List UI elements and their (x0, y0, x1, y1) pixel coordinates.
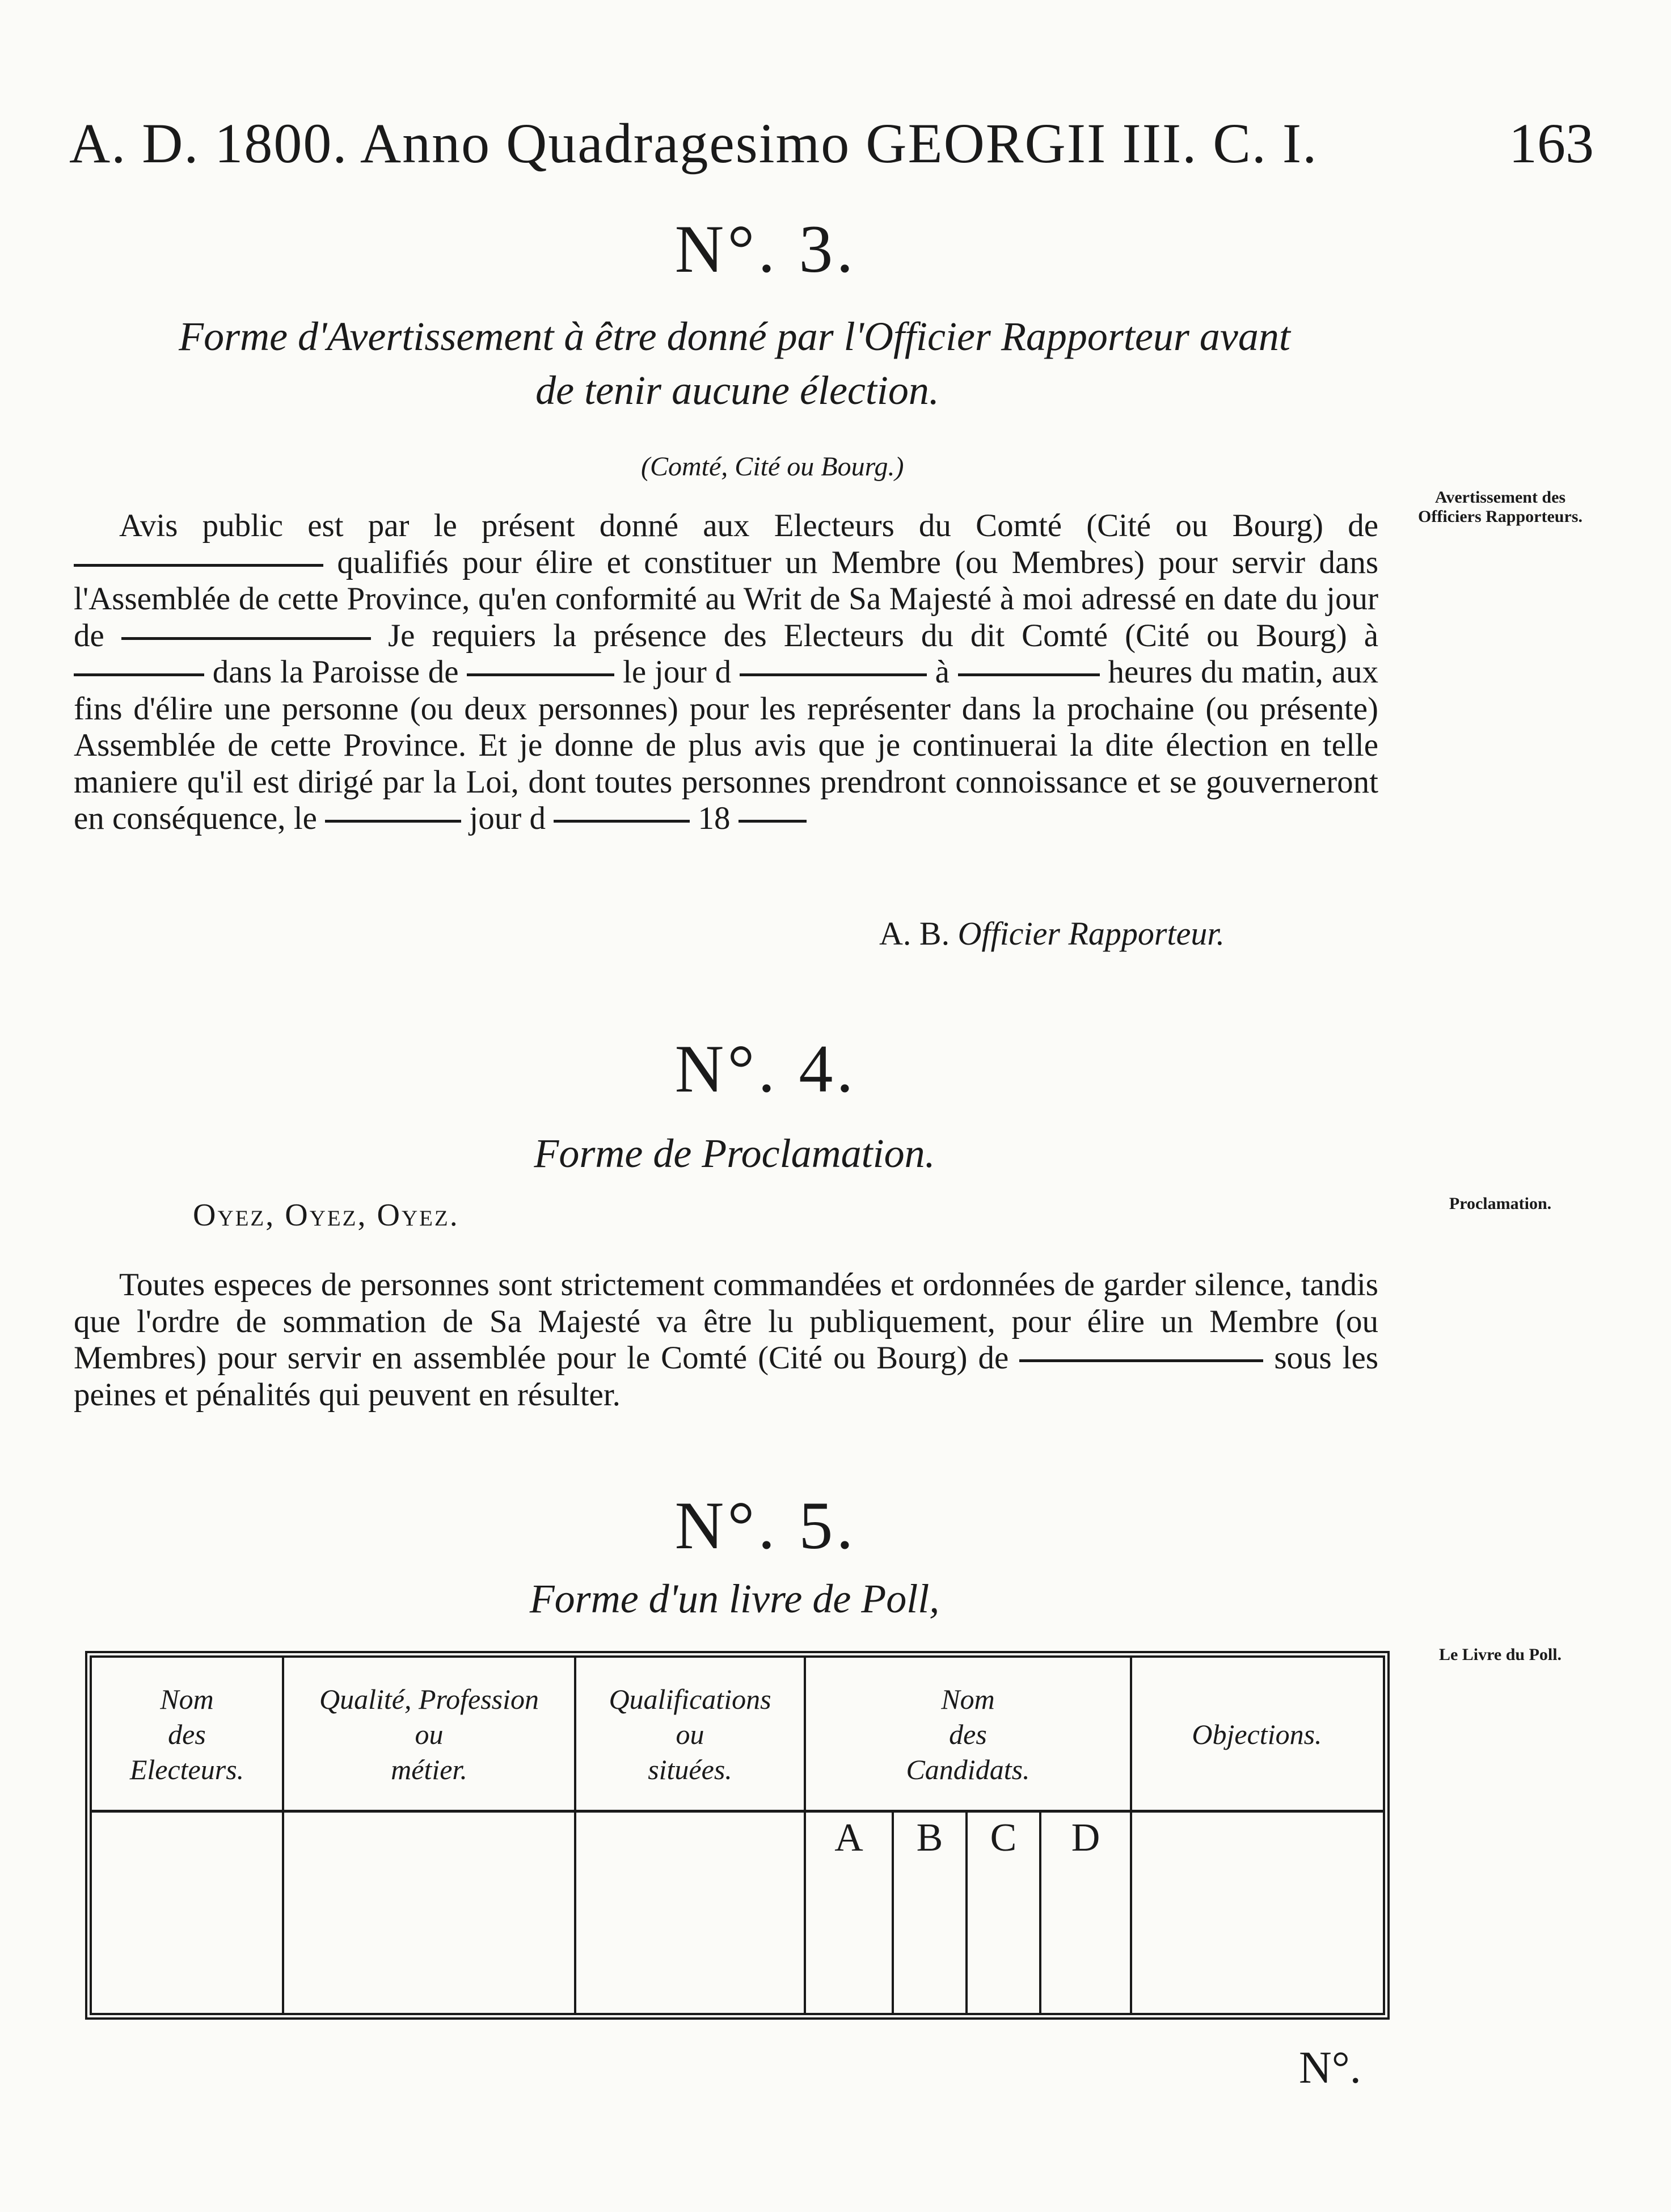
page-number: 163 (1509, 112, 1594, 175)
blank-line (74, 673, 204, 676)
para3-text-2: qualifiés pour élire et constituer un Membre (ou Membres) pour servir dans l'Assemblée de cette Province, qu'en conformité au Writ de Sa Majesté à moi adressé en date du jour de (74, 544, 1379, 654)
para4-text-2: sous les peines et pénalités qui peuvent en résulter. (74, 1340, 1379, 1413)
section-4-paragraph (74, 1267, 1378, 1413)
section-3-title-line2: de tenir aucune élection. (535, 368, 939, 413)
signature-title: Officier Rapporteur. (957, 915, 1225, 952)
catchword: N°. (1299, 2043, 1361, 2093)
para3-text-6: à (935, 654, 950, 690)
section-3-paragraph (74, 508, 1378, 837)
blank-line (740, 673, 927, 676)
para3-text-9: 18 (698, 800, 731, 836)
blank-line (121, 637, 371, 640)
para3-text-4: dans la Paroisse de (212, 654, 459, 690)
signature-name: A. B. (879, 915, 950, 952)
para3-text-3: Je requiers la présence des Electeurs du dit Comté (Cité ou Bourg) à (387, 617, 1379, 654)
para3-text-8: jour d (469, 800, 546, 836)
margin-note-livre-poll: Le Livre du Poll. (1438, 1645, 1562, 1664)
header-qualifications: Qualifications ou situées. (609, 1683, 771, 1785)
header-objections: Objections. (1192, 1718, 1322, 1750)
running-header: A. D. 1800. Anno Quadragesimo GEORGII III. C. I. (69, 112, 1318, 175)
section-3-subtitle: (Comté, Cité ou Bourg.) (641, 452, 904, 482)
header-nom-electeurs: Nom des Electeurs. (129, 1683, 244, 1785)
candidate-b: B (916, 1816, 943, 1860)
margin-note-proclamation: Proclamation. (1449, 1194, 1552, 1213)
section-5-number: N°. 5. (674, 1488, 857, 1563)
margin-note-avertissement: Avertissement des Officiers Rapporteurs. (1418, 488, 1583, 526)
blank-line (325, 820, 461, 823)
poll-book-table (85, 1651, 1390, 2020)
blank-line (74, 564, 323, 567)
header-nom-candidats: Nom des Candidats. (906, 1683, 1030, 1785)
candidate-a: A (834, 1816, 863, 1860)
section-5-title: Forme d'un livre de Poll, (529, 1576, 940, 1621)
para3-text-1: Avis public est par le présent donné aux Electeurs du Comté (Cité ou Bourg) de (119, 508, 1378, 543)
section-4-number: N°. 4. (674, 1031, 857, 1106)
blank-line (554, 820, 690, 823)
para3-text-7: heures du matin, aux fins d'élire une personne (ou deux personnes) pour les représenter dans la prochaine (ou présente) Assemblée de cette Province. Et je donne de plus avis que je continuerai la dite élection en telle maniere qu'il est dirigé par la Loi, dont toutes personnes prendront connoissance et se gouverneront en conséquence, le (74, 654, 1379, 836)
para3-text-5: le jour d (623, 654, 732, 690)
blank-line (739, 820, 807, 823)
blank-line (958, 673, 1100, 676)
para4-text-1: Toutes especes de personnes sont strictement commandées et ordonnées de garder silence, tandis que l'ordre de sommation de Sa Majesté va être lu publiquement, pour élire un Membre (ou Membres) pour servir en assemblée pour le Comté (Cité ou Bourg) de (74, 1267, 1378, 1376)
blank-line (467, 673, 614, 676)
signature (879, 915, 1225, 953)
header-qualite-profession: Qualité, Profession ou métier. (319, 1683, 539, 1785)
candidate-d: D (1071, 1816, 1100, 1860)
section-4-title: Forme de Proclamation. (534, 1131, 935, 1176)
oyez-cry: Oyez, Oyez, Oyez. (193, 1198, 459, 1233)
blank-line (1019, 1359, 1263, 1362)
table-header-divider (92, 1810, 1383, 1813)
section-3-number: N°. 3. (674, 211, 857, 286)
candidate-c: C (990, 1816, 1017, 1860)
section-3-title-line1: Forme d'Avertissement à être donné par l'Officier Rapporteur avant (179, 314, 1290, 359)
